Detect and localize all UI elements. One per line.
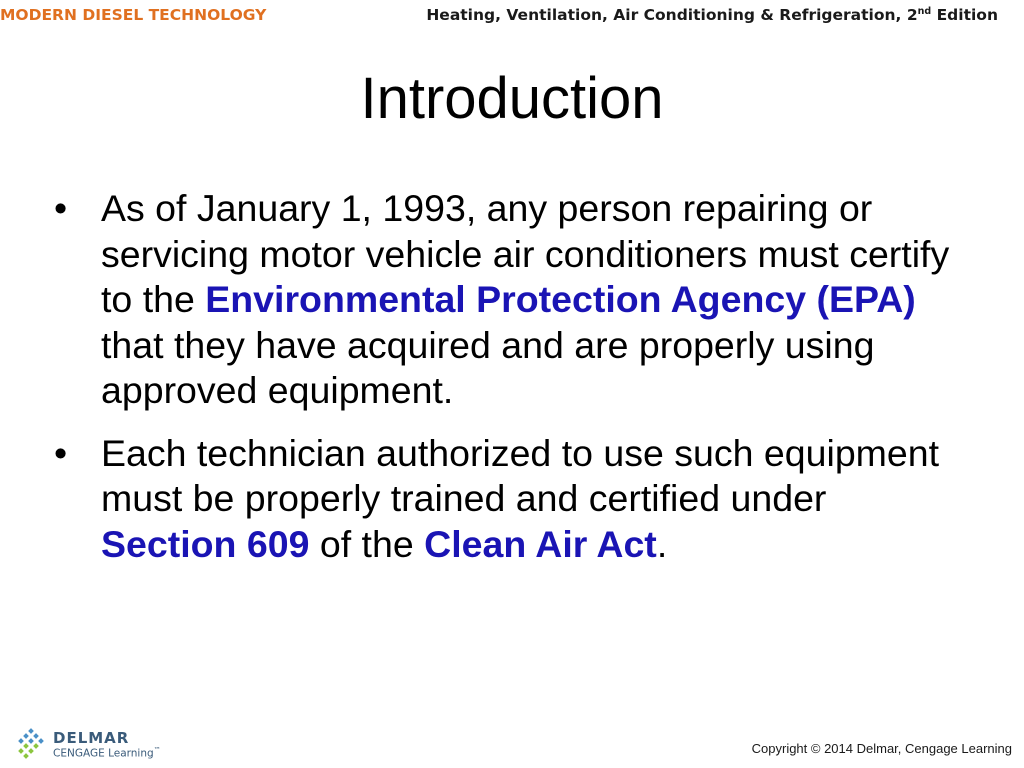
- book-series-title: MODERN DIESEL TECHNOLOGY: [0, 6, 267, 24]
- bullet-item: [54, 186, 954, 414]
- slide-title: Introduction: [360, 66, 664, 131]
- slide-content: [54, 186, 954, 584]
- logo-trademark: ™: [153, 746, 161, 754]
- bullet-highlight: Clean Air Act: [424, 522, 657, 565]
- bullet-marker: •: [54, 187, 68, 229]
- delmar-cengage-logo: [15, 726, 175, 762]
- logo-mark-icon: [15, 728, 47, 760]
- logo-text-delmar: DELMAR: [53, 729, 130, 747]
- logo-text-cengage: [53, 746, 161, 760]
- bullet-text: of the: [309, 522, 425, 565]
- bullet-highlight: Environmental Protection Agency (EPA): [205, 278, 916, 320]
- book-title: [426, 6, 998, 24]
- bullet-text: As of January 1, 1993, any person repairing or servicing motor vehicle air conditioners must certify to the: [101, 187, 950, 320]
- book-title-main: Heating, Ventilation, Air Conditioning & Refrigeration, 2: [426, 6, 918, 24]
- bullet-text: that they have acquired and are properly using approved equipment.: [101, 323, 875, 411]
- bullet-marker: •: [54, 431, 68, 474]
- logo-cengage-label: CENGAGE Learning: [53, 747, 154, 760]
- book-title-superscript: nd: [917, 6, 932, 17]
- bullet-text: .: [656, 522, 668, 565]
- bullet-highlight: Section 609: [101, 522, 310, 565]
- book-title-tail: Edition: [931, 6, 998, 24]
- bullet-item: [54, 431, 954, 568]
- bullet-text: Each technician authorized to use such equipment must be properly trained and certified under: [101, 431, 940, 519]
- copyright-notice: Copyright © 2014 Delmar, Cengage Learning: [751, 741, 1012, 756]
